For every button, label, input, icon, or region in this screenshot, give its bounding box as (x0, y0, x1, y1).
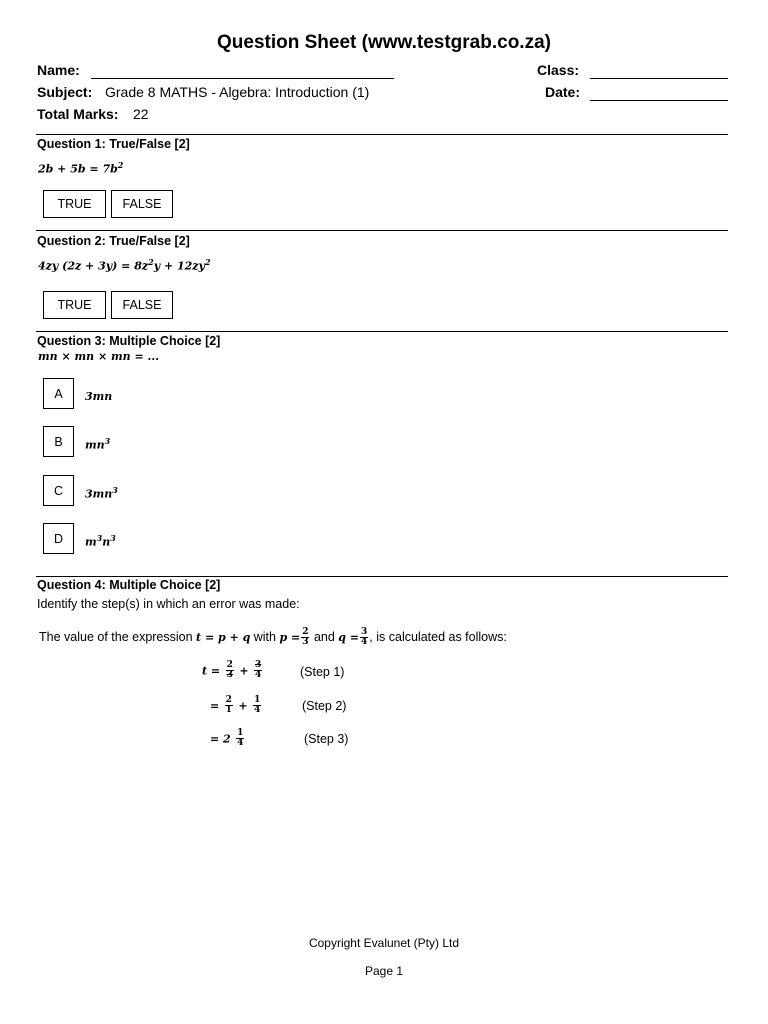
date-field[interactable] (590, 100, 728, 101)
total-marks-value: 22 (133, 106, 149, 122)
step-1-label: (Step 1) (300, 665, 345, 679)
step-2-expression: = $\frac{2}{1}$ + $\frac{1}{4}$ (210, 695, 261, 715)
divider (36, 134, 728, 135)
step-1-expression: t = $\frac{2}{3}$ + $\frac{3}{4}$ (202, 660, 262, 680)
question-1-heading: Question 1: True/False [2] (37, 137, 190, 151)
option-c-text: $3mn^3$ (85, 485, 118, 501)
total-marks-label: Total Marks: (37, 106, 119, 122)
step-2-label: (Step 2) (302, 699, 347, 713)
false-button[interactable]: FALSE (111, 190, 173, 218)
question-4-heading: Question 4: Multiple Choice [2] (37, 578, 221, 592)
option-a-text: 3mn (85, 390, 113, 403)
subject-label: Subject: (37, 84, 93, 100)
question-3-heading: Question 3: Multiple Choice [2] (37, 334, 221, 348)
divider (36, 576, 728, 577)
true-button[interactable]: TRUE (43, 190, 106, 218)
step-3-expression: = 2 $\frac{1}{4}$ (210, 728, 244, 748)
option-b-button[interactable]: B (43, 426, 74, 457)
question-4-intro: The value of the expression t = p + q with p = $\frac{2}{3}$ and q = $\frac{3}{4}$ , is calculated as follows: (39, 627, 507, 647)
option-d-text: $m^3n^3$ (85, 533, 116, 549)
class-field[interactable] (590, 78, 728, 79)
question-1-expression: $2b + 5b = 7b^2$ (38, 160, 124, 176)
option-b-text: $mn^3$ (85, 436, 111, 452)
date-label: Date: (545, 84, 581, 100)
page-title: Question Sheet (www.testgrab.co.za) (217, 32, 551, 53)
name-field[interactable] (91, 78, 394, 79)
class-label: Class: (537, 62, 580, 78)
question-3-stem: mn × mn × mn = ... (38, 350, 160, 363)
option-c-button[interactable]: C (43, 475, 74, 506)
false-button[interactable]: FALSE (111, 291, 173, 319)
name-label: Name: (37, 62, 80, 78)
option-a-button[interactable]: A (43, 378, 74, 409)
step-3-label: (Step 3) (304, 732, 349, 746)
divider (36, 331, 728, 332)
subject-value: Grade 8 MATHS - Algebra: Introduction (1) (105, 84, 370, 100)
page-number: Page 1 (364, 964, 404, 978)
question-4-instruction: Identify the step(s) in which an error was made: (37, 597, 300, 611)
option-d-button[interactable]: D (43, 523, 74, 554)
copyright-text: Copyright Evalunet (Pty) Ltd (308, 936, 460, 950)
true-button[interactable]: TRUE (43, 291, 106, 319)
question-2-heading: Question 2: True/False [2] (37, 234, 190, 248)
divider (36, 230, 728, 231)
question-2-expression: 4zy $(2z + 3y) = 8z^2y + 12zy^2$ (38, 257, 211, 273)
